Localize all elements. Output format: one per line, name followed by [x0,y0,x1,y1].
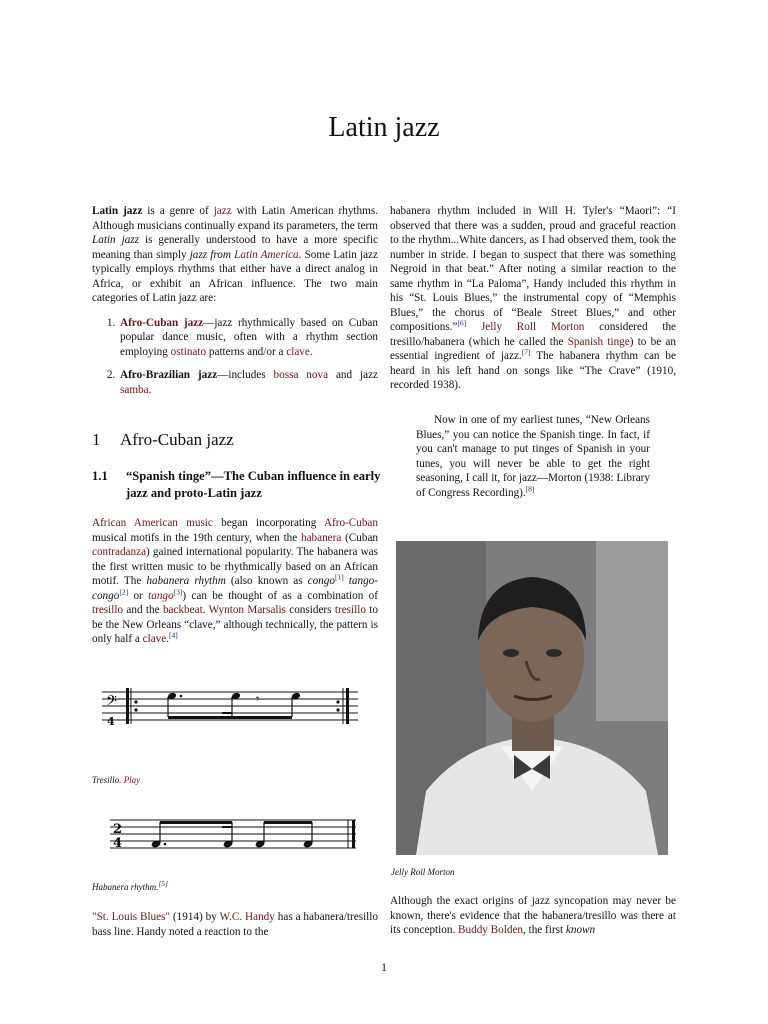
tresillo-caption [92,775,140,785]
reference-link[interactable]: [2] [119,586,129,596]
link-latin-america[interactable]: Latin America [234,248,299,261]
tresillo-score [92,682,368,732]
para-italic: known [565,924,596,936]
subsection-title: “Spanish tinge”—The Cuban influence in early jazz and proto-Latin jazz [126,469,381,500]
category-list [92,316,378,398]
time-signature-bottom: 4 [113,836,123,851]
habanera-caption [92,879,168,892]
link-bossa-nova[interactable]: bossa nova [273,369,329,381]
para-text: has a habanera/tresillo bass line. Handy noted a reaction to the [92,911,378,938]
portrait-image [396,541,668,855]
link-afro-cuban[interactable]: Afro-Cuban [323,517,378,529]
link-spanish-tinge[interactable]: Spanish tinge [567,335,630,348]
page-title: Latin jazz [328,112,440,143]
link-samba[interactable]: samba [120,383,149,396]
list-bold: Afro-Brazilian jazz [120,369,218,381]
intro-text: is generally understood to have a more specific meaning than simply [92,234,378,261]
play-link[interactable]: Play [123,775,141,785]
reference-link[interactable]: [5] [158,879,168,888]
list-text: . [309,345,313,358]
para-text: considered the tresillo/habanera (which he called the [390,321,676,348]
link-afro-cuban-jazz[interactable]: Afro-Cuban jazz [120,316,204,329]
para-text: considers [285,604,335,616]
syncopation-paragraph [390,894,676,938]
link-tango[interactable]: tango [148,589,174,602]
para-italic: habanera rhythm [146,575,226,587]
quote-text: Now in one of my earliest tunes, “New Orleans Blues,” you can notice the Spanish tinge. In fact, if you can't manage to put tinges of Spanish in your tunes, you will never be able to get the right seasoning, I call it, for jazz—Morton (1938: Library of Congress Recording). [416,414,650,499]
jelly-roll-morton-photo [396,541,668,855]
para-italic: congo [307,575,335,587]
link-tresillo[interactable]: tresillo [92,604,124,616]
para-text: habanera rhythm included in Will H. Tyler's “Maori”: “I observed that there was a sudden, proud and graceful reaction to the rhythm...White dancers, as I had observed them, took the number in stride. I began to suspect that there was something Negroid in that beat.” After noting a similar reaction to the same rhythm in “La Paloma”, Handy included this rhythm in his “St. Louis Blues,” the instrumental copy of “Memphis Blues,” the chorus of “Beale Street Blues,” and other compositions.” [390,205,676,333]
link-st-louis-blues[interactable]: "St. Louis Blues" [92,911,171,923]
reference-link[interactable]: [4] [169,630,178,640]
list-text: and jazz [328,369,379,381]
caption-text: Habanera rhythm. [92,882,159,892]
para-text: musical motifs in the 19th century, when the [92,531,301,544]
bass-clef-icon: 𝄢 [106,693,117,713]
subsection-number: 1.1 [92,469,108,483]
link-wynton-marsalis[interactable]: Wynton Marsalis [208,604,286,616]
right-column-paragraph [390,204,676,393]
link-contradanza[interactable]: contradanza [92,546,147,558]
intro-paragraph [92,204,378,306]
intro-italic: Latin jazz [92,234,139,246]
intro-italic: jazz from [189,248,235,261]
habanera-score [108,816,362,858]
para-text: or [128,589,149,602]
rest-icon: 𝄾 [256,692,260,706]
subsection-heading [92,468,382,502]
link-african-american-music[interactable]: African American music [92,517,213,529]
photo-caption: Jelly Roll Morton [391,867,455,877]
link-clave[interactable]: clave [142,633,167,645]
link-tresillo[interactable]: tresillo [334,604,366,616]
link-jelly-roll-morton[interactable]: Jelly Roll Morton [480,321,585,333]
para-text: , the first [523,924,566,936]
para-text: ) to be an essential ingredient of jazz. [390,335,676,362]
link-jazz[interactable]: jazz [213,205,232,217]
intro-text: . Some Latin jazz typically employs rhythms that either have a direct analog in Africa, or exhibit an African influence. The two main categories of Latin jazz are: [92,248,378,304]
reference-link[interactable]: [6] [457,318,467,328]
list-text: —includes [217,369,274,381]
afro-cuban-paragraph [92,516,378,647]
para-text: . [166,633,170,645]
list-item [118,368,378,397]
reference-link[interactable]: [1] [334,572,344,582]
list-text: patterns and/or a [206,345,287,358]
para-text: (Cuban [341,531,379,544]
para-italic: tango-congo [92,575,379,602]
para-text: and the [123,604,163,616]
para-text: (also known as [225,575,308,587]
list-text: . [148,383,152,396]
para-text [466,321,481,333]
para-text: . [202,604,209,616]
para-text: ) can be thought of as a combination of [182,589,378,602]
caption-text: Tresillo. [92,775,124,785]
link-wc-handy[interactable]: W.C. Handy [219,911,275,923]
list-text: —jazz rhythmically based on Cuban popular dance music, often with a rhythm section employing [120,316,378,358]
link-ostinato[interactable]: ostinato [170,345,207,358]
reference-link[interactable]: [3] [173,586,183,596]
link-buddy-bolden[interactable]: Buddy Bolden [458,924,523,936]
intro-column [92,204,378,406]
para-text: The habanera rhythm can be heard in his left hand on songs like “The Crave” (1910, recorded 1938). [390,350,676,391]
list-item [118,316,378,360]
para-text: Although the exact origins of jazz syncopation may never be known, there's evidence that the habanera/tresillo was there at its conception. [390,895,676,936]
intro-text: is a genre of [142,205,214,217]
link-habanera[interactable]: habanera [300,531,342,544]
reference-link[interactable]: [7] [521,347,531,357]
link-backbeat[interactable]: backbeat [162,604,203,616]
para-text: began incorporating [212,517,324,529]
time-signature-top: 2 [113,822,123,837]
morton-quote [416,413,650,500]
intro-bold-term: Latin jazz [92,205,143,217]
intro-text: with Latin American rhythms. Although musicians continually expand its parameters, the term [92,205,378,232]
time-signature: 4 [107,715,115,728]
para-text: (1914) by [170,911,220,923]
para-text: to be the New Orleans “clave,” although technically, the pattern is only half a [92,604,378,645]
para-text: ) gained international popularity. The habanera was the first written music to be rhythmically based on an African motif. The [92,546,378,587]
link-clave[interactable]: clave [286,345,310,358]
st-louis-paragraph [92,910,378,939]
section-heading [92,430,378,450]
page-number: 1 [381,960,387,974]
section-title: Afro-Cuban jazz [120,430,234,449]
section-number: 1 [92,430,101,449]
reference-link[interactable]: [8] [525,483,535,493]
